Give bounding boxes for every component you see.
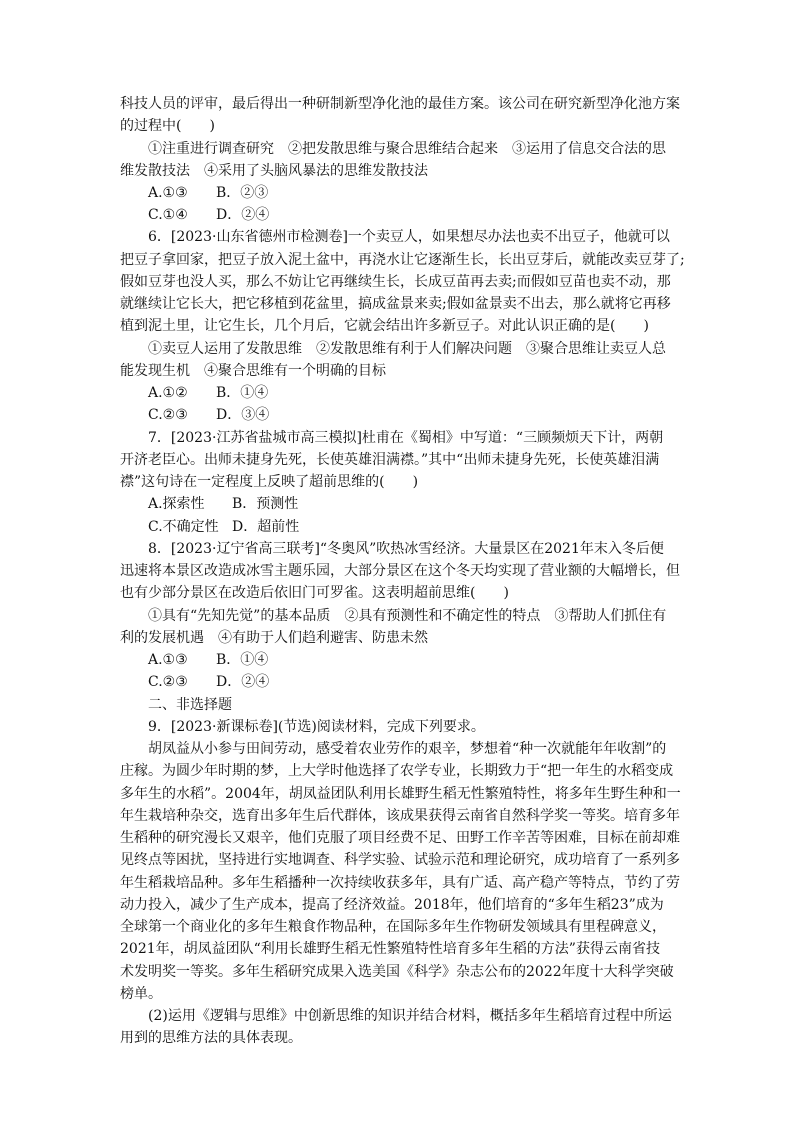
- q7-choices-row-1: [148, 494, 298, 515]
- q9-material-line-6: 见终点等困扰，坚持进行实地调查、科学实验、试验示范和理论研究，成功培育了一系列多: [120, 852, 680, 868]
- q6-stem-line-2: 把豆子拿回家，把豆子放入泥土盆中，再浇水让它逐渐生长，长出豆芽后，就能改卖豆芽了;: [120, 252, 685, 268]
- q9-material-line-9: 全球第一个商业化的多年生粮食作物品种，在国际多年生作物研发领域具有里程碑意义，: [120, 919, 666, 935]
- q7-choice-a[interactable]: A.探索性: [148, 496, 205, 512]
- q9-material-line-1: 胡凤益从小参与田间劳动，感受着农业劳作的艰辛，梦想着“种一次就能年年收割”的: [148, 741, 667, 757]
- q6-statements-line-2: 能发现生机 ④聚合思维有一个明确的目标: [120, 363, 386, 379]
- q8-choices-row-2: [148, 672, 269, 693]
- q9-material-line-11: 术发明奖一等奖。多年生稻研究成果入选美国《科学》杂志公布的2022年度十大科学突破: [120, 964, 674, 980]
- q9-stem: 9．[2023·新课标卷](节选)阅读材料，完成下列要求。: [148, 719, 485, 735]
- q8-stem-line-1: 8．[2023·辽宁省高三联考]“冬奥风”吹热冰雪经济。大量景区在2021年末入冬后便: [148, 541, 664, 557]
- q5-choice-c[interactable]: C.①④: [148, 207, 188, 223]
- q9-material-line-5: 生稻种的研究漫长又艰辛，他们克服了项目经费不足、田野工作辛苦等困难，目标在前却难: [120, 830, 680, 846]
- q6-choice-c[interactable]: C.②③: [148, 407, 188, 423]
- q9-material-line-7: 年生稻栽培品种。多年生稻播种一次持续收获多年，具有广适、高产稳产等特点，节约了劳: [120, 875, 680, 891]
- q9-material-line-3: 多年生的水稻”。2004年，胡凤益团队利用长雄野生稻无性繁殖特性，将多年生野生种和一: [120, 786, 681, 802]
- q8-choice-d[interactable]: D．②④: [216, 674, 270, 690]
- q6-choice-b[interactable]: B．①④: [216, 385, 269, 401]
- q7-stem-line-1: 7．[2023·江苏省盐城市高三模拟]杜甫在《蜀相》中写道：“三顾频烦天下计，两朝: [148, 430, 664, 446]
- q8-choices-row-1: [148, 650, 268, 671]
- q8-choice-c[interactable]: C.②③: [148, 674, 188, 690]
- q6-stem-line-3: 假如豆芽也没人买，那么不妨让它再继续生长，长成豆苗再去卖;而假如豆苗也卖不动，那: [120, 274, 671, 290]
- q8-statements-line-1: ①具有“先知先觉”的基本品质 ②具有预测性和不确定性的特点 ③帮助人们抓住有: [148, 608, 667, 624]
- section-heading: 二、非选择题: [148, 697, 232, 713]
- q9-material-line-2: 庄稼。为圆少年时期的梦，上大学时他选择了农学专业，长期致力于“把一年生的水稻变成: [120, 763, 674, 779]
- q5-statements-line-2: 维发散技法 ④采用了头脑风暴法的思维发散技法: [120, 163, 428, 179]
- q5-choice-a[interactable]: A.①③: [148, 185, 188, 201]
- q6-choices-row-1: [148, 383, 268, 404]
- q5-statements-line-1: ①注重进行调查研究 ②把发散思维与聚合思维结合起来 ③运用了信息交合法的思: [148, 141, 666, 157]
- q5-choice-d[interactable]: D．②④: [216, 207, 270, 223]
- q7-choice-c[interactable]: C.不确定性: [148, 519, 219, 535]
- q6-choice-d[interactable]: D．③④: [216, 407, 270, 423]
- q6-stem-line-5: 植到泥土里，让它生长，几个月后，它就会结出许多新豆子。对此认识正确的是( ): [120, 318, 649, 334]
- q8-choice-b[interactable]: B．①④: [216, 652, 269, 668]
- q8-stem-line-3: 也有少部分景区在改造后依旧门可罗雀。这表明超前思维( ): [120, 585, 509, 601]
- q9-material-line-4: 年生栽培种杂交，选育出多年生后代群体，该成果获得云南省自然科学奖一等奖。培育多年: [120, 808, 680, 824]
- q6-stem-line-4: 就继续让它长大，把它移植到花盆里，搞成盆景来卖;假如盆景卖不出去，那么就将它再移: [120, 296, 671, 312]
- q6-choices-row-2: [148, 405, 269, 426]
- q9-material-line-8: 动力投入，减少了生产成本，提高了经济效益。2018年，他们培育的“多年生稻23”成为: [120, 897, 664, 913]
- q6-statements-line-1: ①卖豆人运用了发散思维 ②发散思维有利于人们解决问题 ③聚合思维让卖豆人总: [148, 341, 666, 357]
- q7-choice-b[interactable]: B．预测性: [232, 496, 299, 512]
- q5-choices-row-1: [148, 183, 268, 204]
- q9-material-line-10: 2021年，胡凤益团队“利用长雄野生稻无性繁殖特性培育多年生稻的方法”获得云南省技: [120, 941, 660, 957]
- q6-stem-line-1: 6．[2023·山东省德州市检测卷]一个卖豆人，如果想尽办法也卖不出豆子，他就可以: [148, 229, 670, 245]
- q5-choice-b[interactable]: B．②③: [216, 185, 269, 201]
- q7-stem-line-3: 襟”这句诗在一定程度上反映了超前思维的( ): [120, 474, 419, 490]
- q7-choice-d[interactable]: D．超前性: [232, 519, 300, 535]
- q8-choice-a[interactable]: A.①③: [148, 652, 188, 668]
- q7-choices-row-2: [148, 517, 299, 538]
- q5-stem-line-1: 科技人员的评审，最后得出一种研制新型净化池的最佳方案。该公司在研究新型净化池方案: [120, 96, 680, 112]
- q5-choices-row-2: [148, 205, 269, 226]
- q7-stem-line-2: 开济老臣心。出师未捷身先死，长使英雄泪满襟。”其中“出师未捷身先死，长使英雄泪满: [120, 452, 660, 468]
- q9-question-line-2: 用到的思维方法的具体表现。: [120, 1030, 302, 1046]
- q9-question-line-1: (2)运用《逻辑与思维》中创新思维的知识并结合材料，概括多年生稻培育过程中所运: [148, 1008, 672, 1024]
- q8-statements-line-2: 利的发展机遇 ④有助于人们趋利避害、防患未然: [120, 630, 428, 646]
- q9-material-line-12: 榜单。: [120, 986, 162, 1002]
- q8-stem-line-2: 迅速将本景区改造成冰雪主题乐园，大部分景区在这个冬天均实现了营业额的大幅增长，但: [120, 563, 680, 579]
- q5-stem-line-2: 的过程中( ): [120, 118, 215, 134]
- q6-choice-a[interactable]: A.①②: [148, 385, 188, 401]
